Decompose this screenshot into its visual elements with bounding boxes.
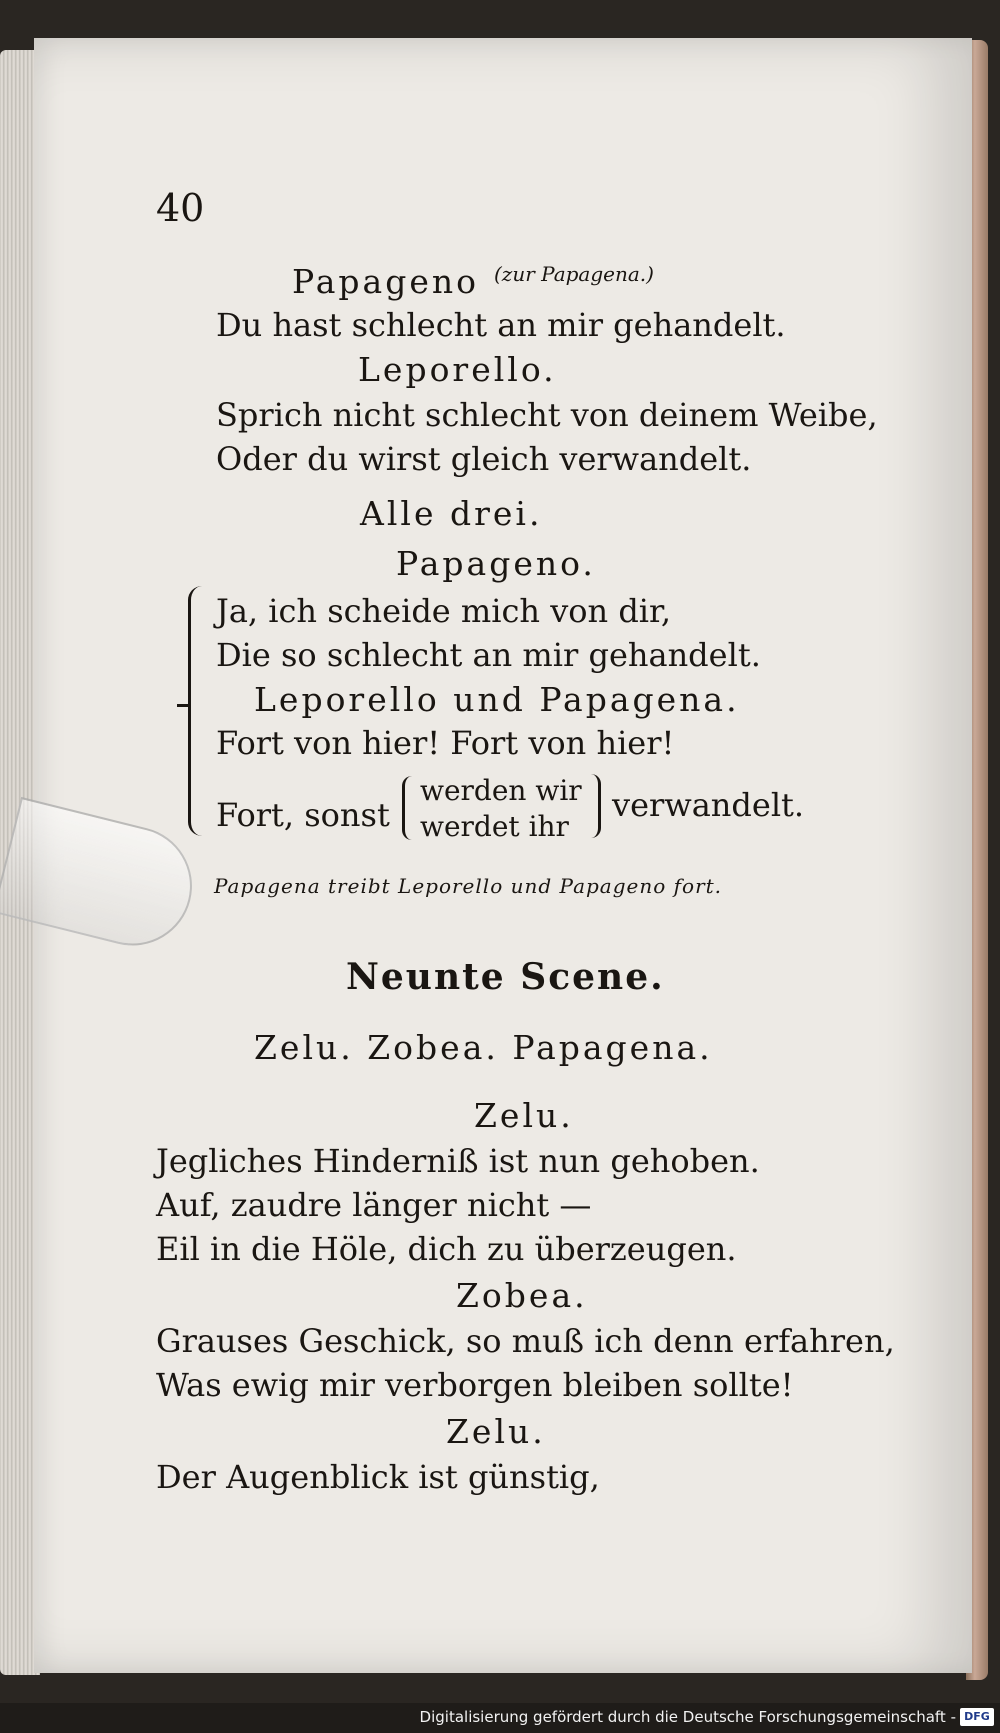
verse-line: Ja, ich scheide mich von dir, (216, 592, 671, 630)
verse-line: Auf, zaudre länger nicht — (156, 1186, 592, 1224)
speaker-leporello-papagena: Leporello und Papagena. (254, 680, 740, 719)
verse-variant: werdet ihr (420, 810, 569, 843)
speaker-zobea: Zobea. (456, 1276, 588, 1315)
speaker-papageno: Papageno. (396, 544, 596, 583)
speaker-leporello: Leporello. (358, 350, 557, 389)
dfg-logo: DFG (960, 1708, 994, 1726)
speaker-zelu: Zelu. (446, 1412, 546, 1451)
verse-line: Fort, sonst (216, 796, 390, 834)
verse-line: verwandelt. (612, 786, 805, 824)
scene-characters: Zelu. Zobea. Papagena. (254, 1028, 713, 1067)
verse-line: Jegliches Hinderniß ist nun gehoben. (156, 1142, 760, 1180)
curly-brace (402, 776, 419, 840)
verse-line: Der Augenblick ist günstig, (156, 1458, 600, 1496)
verse-line: Eil in die Höle, dich zu überzeugen. (156, 1230, 737, 1268)
verse-line: Fort von hier! Fort von hier! (216, 724, 675, 762)
curly-brace (584, 774, 601, 838)
verse-line: Oder du wirst gleich verwandelt. (216, 440, 752, 478)
verse-line: Die so schlecht an mir gehandelt. (216, 636, 761, 674)
verse-line: Du hast schlecht an mir gehandelt. (216, 306, 786, 344)
curly-brace (188, 586, 213, 836)
page-number: 40 (156, 186, 205, 230)
speaker-alle-drei: Alle drei. (360, 494, 543, 533)
verse-line: Grauses Geschick, so muß ich denn erfahren, (156, 1322, 895, 1360)
stage-direction: Papagena treibt Leporello und Papageno fort. (214, 874, 723, 898)
verse-line: Sprich nicht schlecht von deinem Weibe, (216, 396, 878, 434)
verse-line: Was ewig mir verborgen bleiben sollte! (156, 1366, 794, 1404)
verse-variant: werden wir (420, 774, 582, 807)
scene-heading: Neunte Scene. (346, 956, 665, 998)
stage-direction: (zur Papagena.) (494, 262, 654, 286)
speaker-papageno: Papageno (292, 262, 479, 301)
speaker-zelu: Zelu. (474, 1096, 574, 1135)
funding-credit: Digitalisierung gefördert durch die Deutsche Forschungsgemeinschaft - (419, 1708, 956, 1726)
